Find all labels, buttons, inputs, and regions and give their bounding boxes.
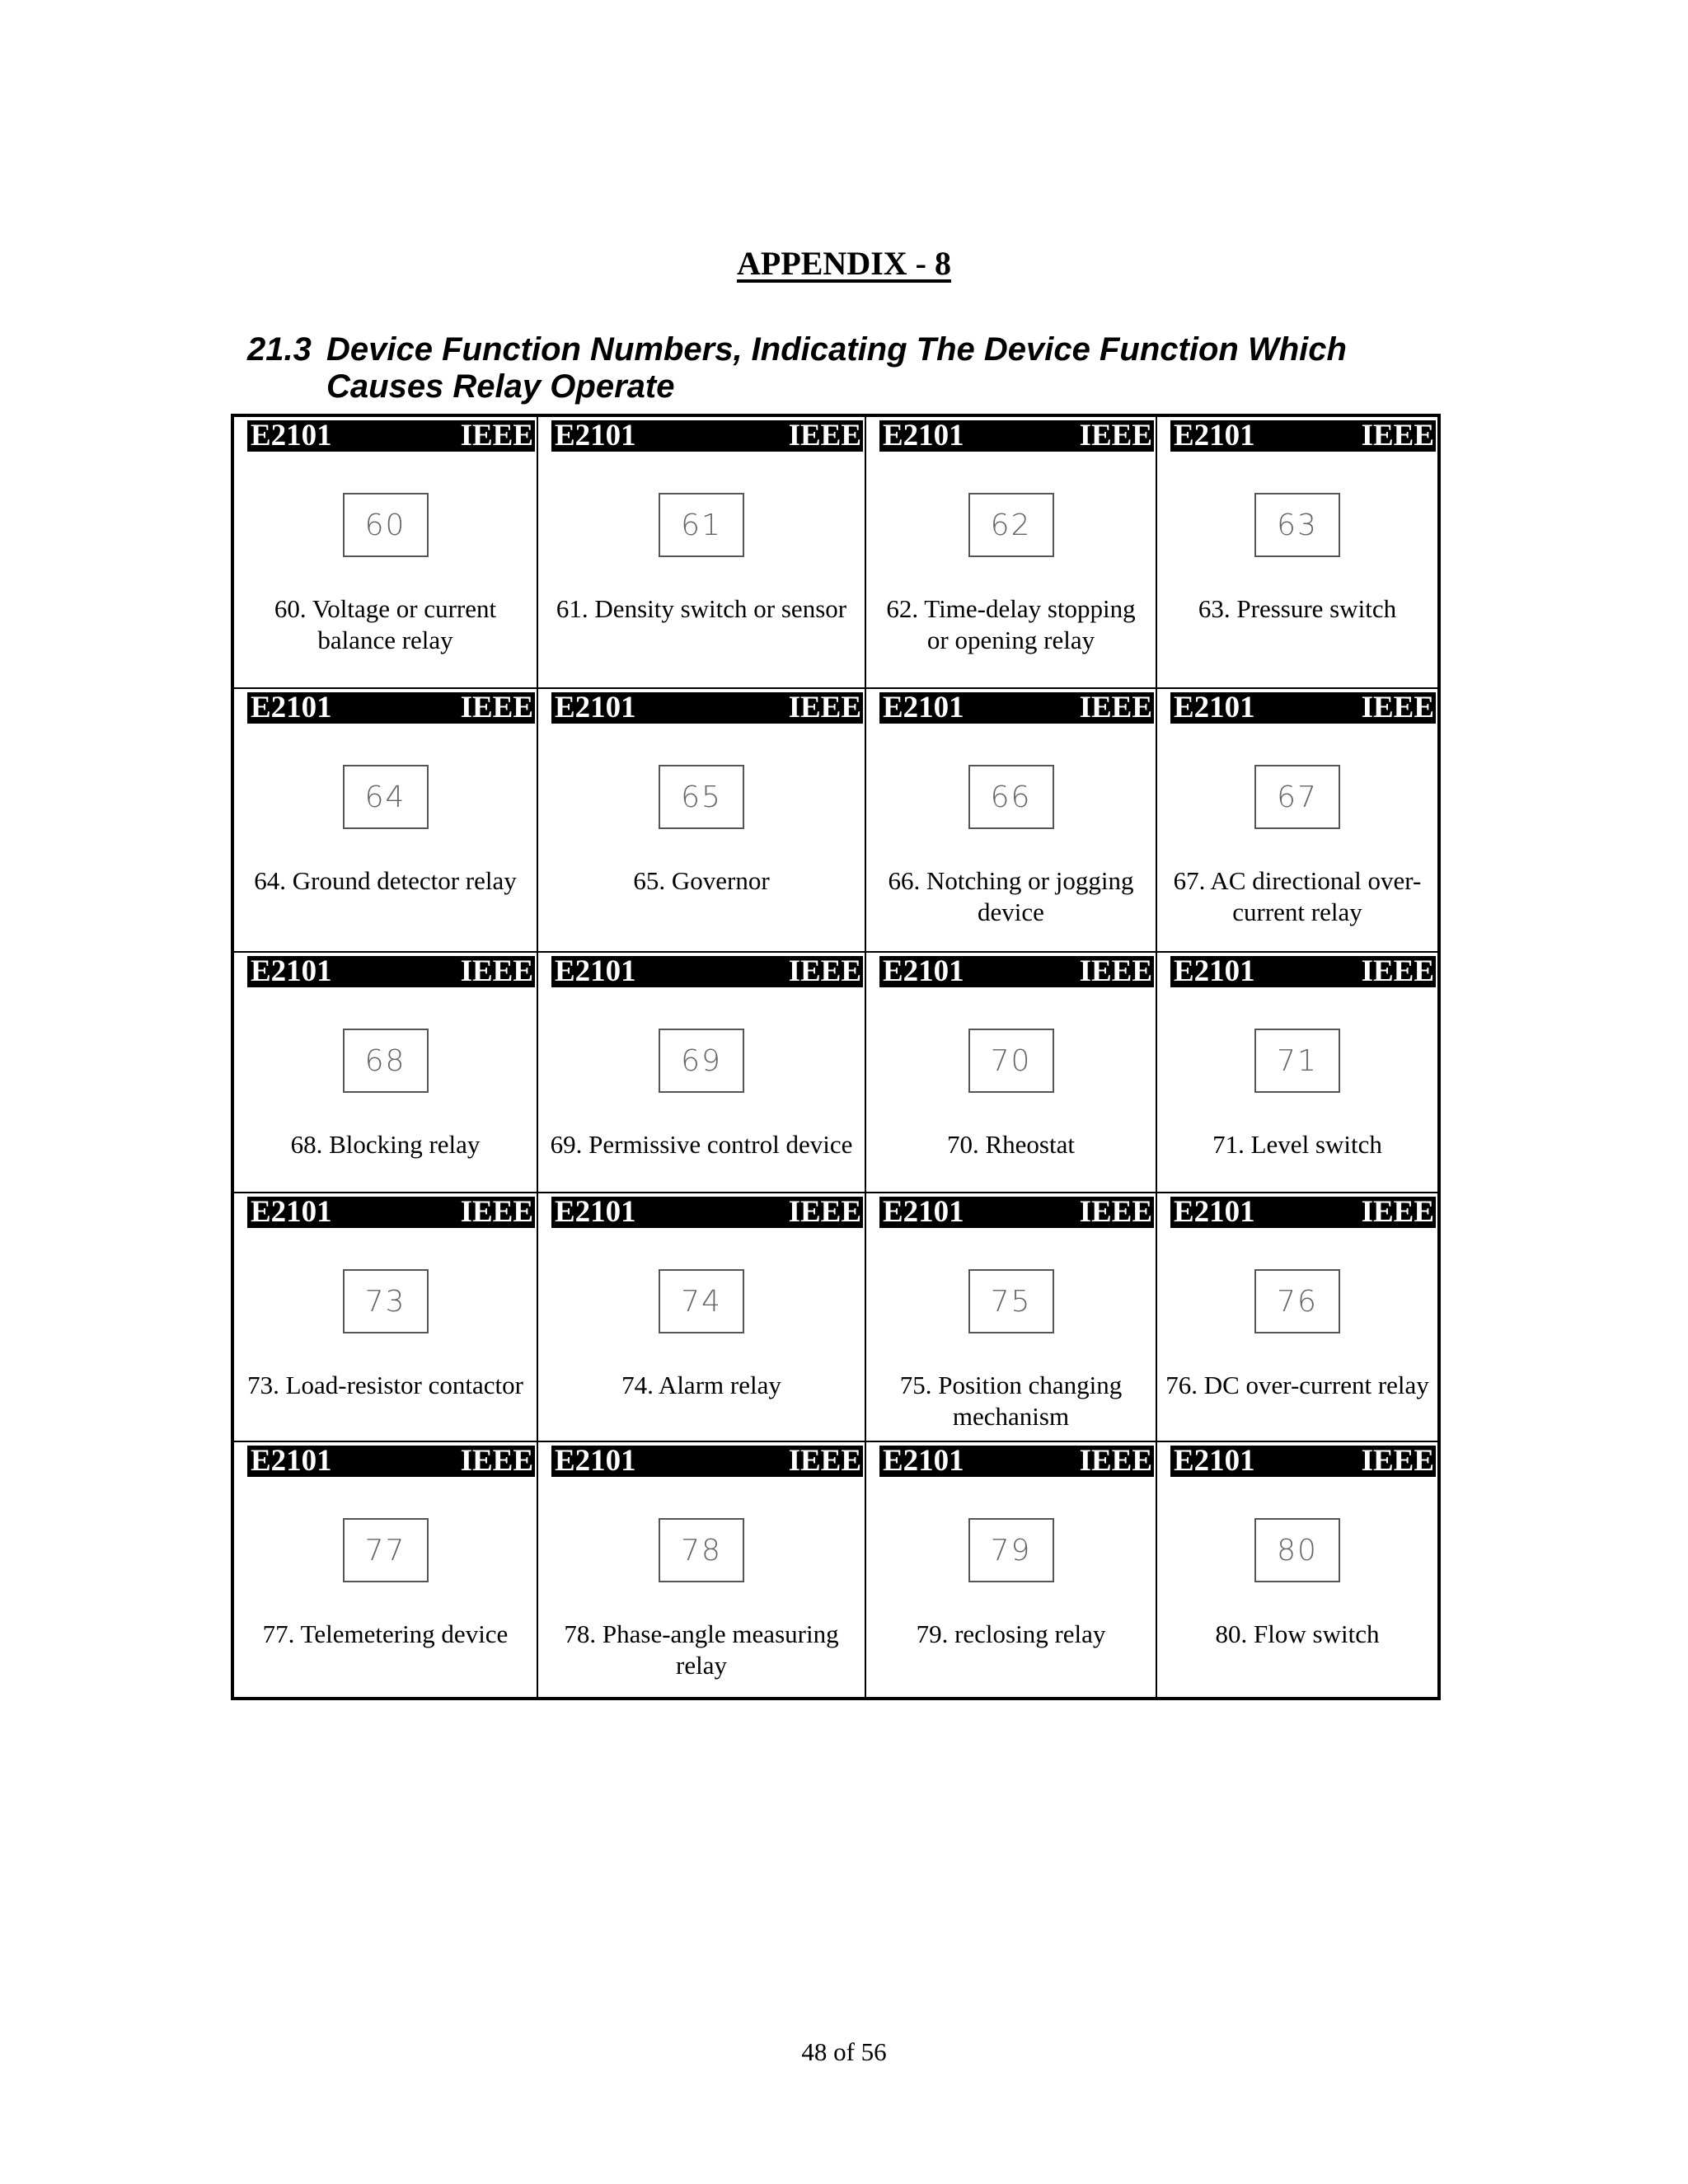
cell-header-bar <box>247 1197 535 1228</box>
device-number-symbol: 63 <box>1254 493 1340 557</box>
device-function-table <box>231 414 1441 1700</box>
device-function-label: 75. Position changing mechanism <box>899 1371 1123 1431</box>
cell-header-bar <box>551 420 863 452</box>
device-number-symbol: 68 <box>343 1029 429 1093</box>
cell-header-e2101: E2101 <box>1174 419 1255 452</box>
cell-header-e2101: E2101 <box>883 1195 964 1229</box>
cell-header-e2101: E2101 <box>1174 691 1255 724</box>
device-cell <box>538 1442 866 1697</box>
cell-header-ieee: IEEE <box>460 1444 533 1478</box>
cell-header-e2101: E2101 <box>251 1444 332 1478</box>
device-function-label: 65. Governor <box>633 866 770 895</box>
cell-header-ieee: IEEE <box>788 691 861 724</box>
device-function-label: 73. Load-resistor contactor <box>247 1371 523 1399</box>
cell-header-bar <box>551 1446 863 1477</box>
device-cell <box>234 953 538 1193</box>
device-cell <box>1157 1442 1437 1697</box>
device-function-label: 71. Level switch <box>1212 1130 1382 1159</box>
device-cell <box>538 417 866 689</box>
cell-header-bar <box>1170 692 1436 724</box>
cell-header-ieee: IEEE <box>1361 691 1434 724</box>
cell-header-ieee: IEEE <box>1079 1444 1152 1478</box>
cell-header-ieee: IEEE <box>1361 1195 1434 1229</box>
cell-header-bar <box>879 1197 1154 1228</box>
device-cell <box>866 1442 1157 1697</box>
cell-header-e2101: E2101 <box>555 1444 636 1478</box>
cell-header-bar <box>1170 1446 1436 1477</box>
device-cell <box>866 953 1157 1193</box>
cell-header-bar <box>1170 420 1436 452</box>
device-number-symbol: 60 <box>343 493 429 557</box>
cell-header-bar <box>247 1446 535 1477</box>
device-number-symbol: 71 <box>1254 1029 1340 1093</box>
cell-header-bar <box>551 692 863 724</box>
cell-header-ieee: IEEE <box>1079 419 1152 452</box>
device-function-label: 69. Permissive control device <box>550 1130 853 1159</box>
section-title <box>247 331 1467 405</box>
device-function-label: 60. Voltage or current balance relay <box>274 594 497 654</box>
device-cell <box>538 689 866 953</box>
device-number-symbol: 79 <box>968 1518 1054 1582</box>
device-function-label: 76. DC over-current relay <box>1165 1371 1429 1399</box>
device-cell <box>234 1442 538 1697</box>
device-function-label: 66. Notching or jogging device <box>888 866 1134 926</box>
cell-header-ieee: IEEE <box>1361 419 1434 452</box>
device-number-symbol: 77 <box>343 1518 429 1582</box>
cell-header-ieee: IEEE <box>1361 1444 1434 1478</box>
device-number-symbol: 80 <box>1254 1518 1340 1582</box>
cell-header-bar <box>879 692 1154 724</box>
cell-header-ieee: IEEE <box>460 419 533 452</box>
cell-header-bar <box>1170 1197 1436 1228</box>
section-title-text: Device Function Numbers, Indicating The Device Function Which Causes Relay Operate <box>326 331 1347 405</box>
cell-header-e2101: E2101 <box>883 954 964 988</box>
cell-header-bar <box>551 1197 863 1228</box>
device-number-symbol: 66 <box>968 765 1054 829</box>
device-number-symbol: 67 <box>1254 765 1340 829</box>
cell-header-e2101: E2101 <box>555 1195 636 1229</box>
device-cell <box>538 1193 866 1442</box>
device-cell <box>1157 1193 1437 1442</box>
cell-header-bar <box>247 692 535 724</box>
device-function-label: 78. Phase-angle measuring relay <box>564 1619 839 1680</box>
device-cell <box>866 417 1157 689</box>
device-number-symbol: 64 <box>343 765 429 829</box>
cell-header-bar <box>1170 956 1436 987</box>
section-number: 21.3 <box>247 331 312 368</box>
device-function-label: 62. Time-delay stopping or opening relay <box>886 594 1136 654</box>
cell-header-e2101: E2101 <box>251 954 332 988</box>
cell-header-bar <box>551 956 863 987</box>
cell-header-e2101: E2101 <box>555 954 636 988</box>
cell-header-e2101: E2101 <box>555 691 636 724</box>
device-function-label: 63. Pressure switch <box>1198 594 1397 623</box>
device-function-label: 67. AC directional over-current relay <box>1173 866 1422 926</box>
cell-header-e2101: E2101 <box>883 1444 964 1478</box>
cell-header-bar <box>879 1446 1154 1477</box>
device-number-symbol: 62 <box>968 493 1054 557</box>
page-number: 48 of 56 <box>801 2037 887 2066</box>
device-function-label: 77. Telemetering device <box>262 1619 509 1648</box>
device-cell <box>866 1193 1157 1442</box>
appendix-heading: APPENDIX - 8 <box>737 245 951 282</box>
cell-header-ieee: IEEE <box>460 691 533 724</box>
device-number-symbol: 78 <box>659 1518 744 1582</box>
device-number-symbol: 74 <box>659 1269 744 1333</box>
cell-header-e2101: E2101 <box>1174 1195 1255 1229</box>
device-number-symbol: 65 <box>659 765 744 829</box>
device-cell <box>1157 417 1437 689</box>
cell-header-bar <box>879 956 1154 987</box>
device-number-symbol: 69 <box>659 1029 744 1093</box>
cell-header-e2101: E2101 <box>555 419 636 452</box>
device-number-symbol: 73 <box>343 1269 429 1333</box>
device-function-label: 74. Alarm relay <box>621 1371 781 1399</box>
cell-header-e2101: E2101 <box>251 419 332 452</box>
cell-header-bar <box>247 956 535 987</box>
device-function-label: 70. Rheostat <box>947 1130 1075 1159</box>
device-number-symbol: 61 <box>659 493 744 557</box>
cell-header-ieee: IEEE <box>788 954 861 988</box>
cell-header-e2101: E2101 <box>251 1195 332 1229</box>
device-cell <box>234 417 538 689</box>
device-function-label: 80. Flow switch <box>1215 1619 1380 1648</box>
device-number-symbol: 75 <box>968 1269 1054 1333</box>
cell-header-e2101: E2101 <box>251 691 332 724</box>
device-cell <box>866 689 1157 953</box>
device-cell <box>538 953 866 1193</box>
device-function-label: 68. Blocking relay <box>290 1130 481 1159</box>
cell-header-e2101: E2101 <box>883 419 964 452</box>
device-cell <box>1157 689 1437 953</box>
cell-header-ieee: IEEE <box>460 954 533 988</box>
device-cell <box>234 689 538 953</box>
cell-header-ieee: IEEE <box>1079 954 1152 988</box>
cell-header-ieee: IEEE <box>460 1195 533 1229</box>
cell-header-e2101: E2101 <box>1174 1444 1255 1478</box>
cell-header-ieee: IEEE <box>788 1195 861 1229</box>
device-function-label: 61. Density switch or sensor <box>556 594 847 623</box>
device-function-label: 79. reclosing relay <box>916 1619 1106 1648</box>
device-number-symbol: 70 <box>968 1029 1054 1093</box>
cell-header-e2101: E2101 <box>1174 954 1255 988</box>
cell-header-ieee: IEEE <box>1361 954 1434 988</box>
device-cell <box>1157 953 1437 1193</box>
cell-header-bar <box>247 420 535 452</box>
device-number-symbol: 76 <box>1254 1269 1340 1333</box>
cell-header-e2101: E2101 <box>883 691 964 724</box>
device-function-label: 64. Ground detector relay <box>254 866 517 895</box>
cell-header-ieee: IEEE <box>788 1444 861 1478</box>
device-cell <box>234 1193 538 1442</box>
cell-header-ieee: IEEE <box>788 419 861 452</box>
cell-header-ieee: IEEE <box>1079 691 1152 724</box>
cell-header-bar <box>879 420 1154 452</box>
cell-header-ieee: IEEE <box>1079 1195 1152 1229</box>
